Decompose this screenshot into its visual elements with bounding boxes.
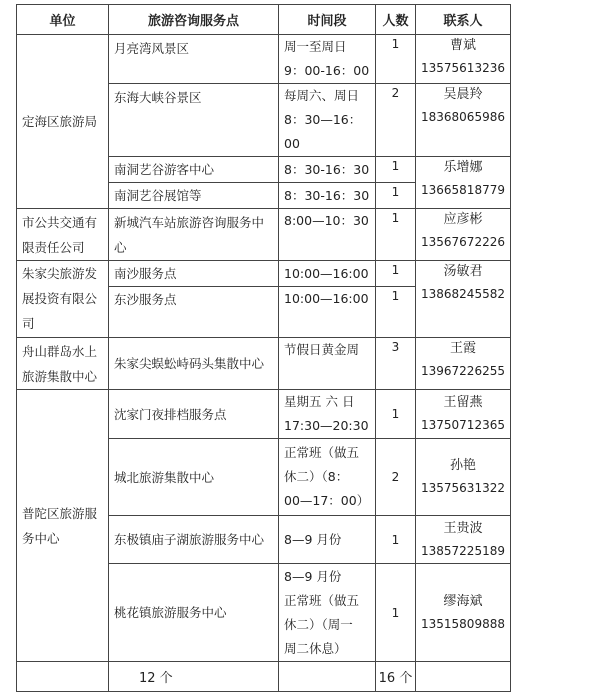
time-line: 正常班（做五 xyxy=(284,445,360,460)
time-line: 周二休息） xyxy=(284,640,347,656)
service-point: 月亮湾风景区 xyxy=(109,35,279,84)
contact-cell xyxy=(416,209,511,261)
count-cell: 1 xyxy=(376,157,416,183)
service-point: 城北旅游集散中心 xyxy=(109,439,279,516)
header-count: 人数 xyxy=(376,5,416,35)
contact-cell xyxy=(416,439,511,516)
service-point: 朱家尖蜈蚣峙码头集散中心 xyxy=(109,338,279,390)
time-line: 9：00-16：00 xyxy=(284,63,370,78)
contact-cell xyxy=(416,84,511,157)
contact-cell xyxy=(416,338,511,390)
contact-phone: 13868245582 xyxy=(421,287,505,301)
unit-cell: 朱家尖旅游发展投资有限公司 xyxy=(17,261,109,338)
count-cell: 1 xyxy=(376,516,416,564)
contact-phone: 13515809888 xyxy=(421,616,505,631)
time-line: 星期五 六 日 xyxy=(284,394,355,409)
time-cell xyxy=(279,564,376,662)
header-service-point: 旅游咨询服务点 xyxy=(109,5,279,35)
contact-name: 乐增娜 xyxy=(443,160,483,175)
service-point: 南洞艺谷游客中心 xyxy=(109,157,279,183)
table-row xyxy=(17,35,511,84)
header-unit: 单位 xyxy=(17,5,109,35)
contact-name: 缪海斌 xyxy=(443,593,483,609)
contact-phone: 13857225189 xyxy=(421,543,505,558)
time-cell xyxy=(279,439,376,516)
time-line: 正常班（做五 xyxy=(284,592,360,608)
time-line: 休二）（8： xyxy=(284,469,349,484)
unit-cell: 市公共交通有限责任公司 xyxy=(17,209,109,261)
service-point: 沈家门夜排档服务点 xyxy=(109,390,279,439)
contact-name: 王留燕 xyxy=(443,395,483,410)
table-row xyxy=(17,209,511,261)
count-cell: 1 xyxy=(376,564,416,662)
time-cell: 8：30-16：30 xyxy=(279,157,376,183)
time-line: 休二）（周一 xyxy=(284,616,353,632)
total-points: 12 个 xyxy=(109,662,279,692)
count-cell: 1 xyxy=(376,209,416,261)
contact-cell xyxy=(416,390,511,439)
service-point: 东沙服务点 xyxy=(109,287,279,338)
service-point: 南洞艺谷展馆等 xyxy=(109,183,279,209)
time-cell xyxy=(279,84,376,157)
contact-phone: 13750712365 xyxy=(421,418,505,432)
table-header-row xyxy=(17,5,511,35)
contact-name: 曹斌 xyxy=(449,38,476,53)
time-line: 00—17：00） xyxy=(284,493,370,508)
unit-cell: 舟山群岛水上旅游集散中心 xyxy=(17,338,109,390)
contact-phone: 18368065986 xyxy=(421,110,505,124)
time-cell: 10:00—16:00 xyxy=(279,287,376,338)
contact-cell xyxy=(416,261,511,338)
count-cell: 1 xyxy=(376,390,416,439)
time-line: 8：30—16：00 xyxy=(284,112,362,151)
count-cell: 2 xyxy=(376,84,416,157)
contact-name: 王贵波 xyxy=(443,520,483,536)
contact-cell xyxy=(416,516,511,564)
time-cell xyxy=(279,390,376,439)
time-cell: 8:00—10：30 xyxy=(279,209,376,261)
header-contact: 联系人 xyxy=(416,5,511,35)
time-cell: 8：30-16：30 xyxy=(279,183,376,209)
count-cell: 3 xyxy=(376,338,416,390)
service-point: 东海大峡谷景区 xyxy=(109,84,279,157)
tourism-info-table xyxy=(16,4,511,692)
time-cell: 10:00—16:00 xyxy=(279,261,376,287)
count-cell: 1 xyxy=(376,183,416,209)
contact-name: 汤敏君 xyxy=(443,264,483,279)
contact-name: 吴晨羚 xyxy=(443,87,483,102)
contact-cell xyxy=(416,564,511,662)
service-point: 东极镇庙子湖旅游服务中心 xyxy=(109,516,279,564)
contact-phone: 13665818779 xyxy=(421,183,505,197)
time-line: 周一至周日 xyxy=(284,39,347,54)
count-cell: 1 xyxy=(376,261,416,287)
contact-name: 应彦彬 xyxy=(443,212,483,227)
time-line: 8—9 月份 xyxy=(284,568,342,584)
service-point: 南沙服务点 xyxy=(109,261,279,287)
time-cell xyxy=(279,35,376,84)
unit-cell: 定海区旅游局 xyxy=(17,35,109,209)
time-cell: 8—9 月份 xyxy=(279,516,376,564)
count-cell: 2 xyxy=(376,439,416,516)
table-row xyxy=(17,390,511,439)
time-cell: 节假日黄金周 xyxy=(279,338,376,390)
contact-phone: 13575631322 xyxy=(421,481,505,495)
time-line: 17:30—20:30 xyxy=(284,418,369,433)
contact-name: 孙艳 xyxy=(449,458,476,473)
header-time: 时间段 xyxy=(279,5,376,35)
unit-cell: 普陀区旅游服务中心 xyxy=(17,390,109,662)
contact-name: 王霞 xyxy=(449,341,476,356)
contact-phone: 13567672226 xyxy=(421,235,505,249)
contact-phone: 13575613236 xyxy=(421,61,505,75)
total-people: 16 个 xyxy=(376,662,416,692)
contact-phone: 13967226255 xyxy=(421,364,505,378)
table-row xyxy=(17,338,511,390)
time-line: 每周六、周日 xyxy=(284,88,360,103)
service-point: 桃花镇旅游服务中心 xyxy=(109,564,279,662)
count-cell: 1 xyxy=(376,35,416,84)
count-cell: 1 xyxy=(376,287,416,338)
contact-cell xyxy=(416,157,511,209)
contact-cell xyxy=(416,35,511,84)
table-row xyxy=(17,261,511,287)
service-point: 新城汽车站旅游咨询服务中心 xyxy=(109,209,279,261)
